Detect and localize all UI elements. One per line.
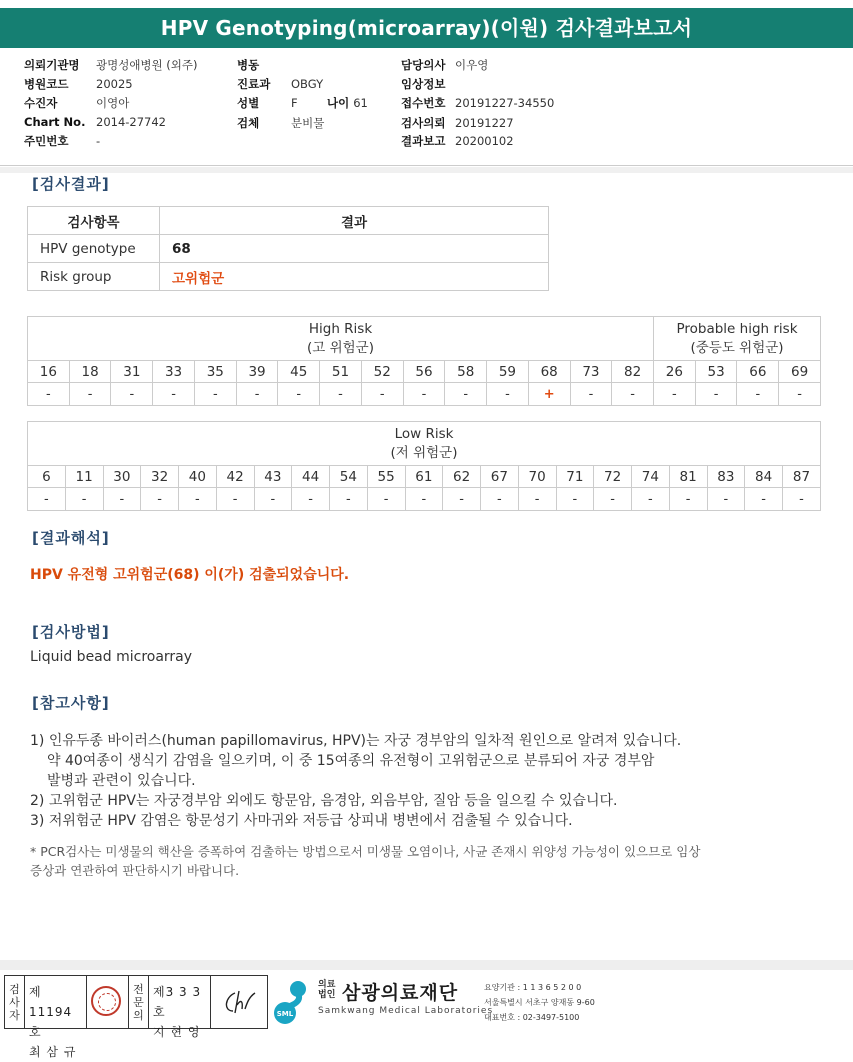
col-result-header: 결과	[160, 207, 549, 235]
group-label-en: High Risk	[308, 320, 373, 337]
genotype-number: 70	[518, 466, 556, 488]
row-result: 68	[160, 235, 549, 263]
genotype-result: -	[194, 383, 236, 406]
genotype-result: -	[556, 488, 594, 511]
report-title: HPV Genotyping(microarray)(이원) 검사결과보고서	[0, 8, 853, 48]
genotype-result: -	[28, 383, 70, 406]
group-label-ko: (고 위험군)	[307, 339, 374, 356]
genotype-result: -	[216, 488, 254, 511]
group-label-ko: (중등도 위험군)	[690, 339, 784, 356]
genotype-number: 71	[556, 466, 594, 488]
group-label-ko: (저 위험군)	[390, 444, 458, 461]
pcr-note	[30, 842, 820, 880]
header-field	[24, 57, 198, 73]
table-row	[28, 263, 549, 291]
genotype-result: -	[707, 488, 745, 511]
genotype-result: -	[367, 488, 405, 511]
genotype-result: -	[745, 488, 783, 511]
genotype-result: -	[612, 383, 654, 406]
genotype-result: +	[528, 383, 570, 406]
genotype-number: 53	[695, 361, 737, 383]
field-value: F	[291, 96, 298, 110]
genotype-number: 42	[216, 466, 254, 488]
header-field	[237, 95, 298, 111]
probable-risk-header	[654, 317, 821, 361]
field-value: 이영아	[96, 96, 130, 110]
field-label: 임상정보	[401, 77, 446, 91]
genotype-result: -	[141, 488, 179, 511]
section-interpretation-title: [결과해석]	[32, 529, 110, 547]
genotype-number: 40	[179, 466, 217, 488]
genotype-number: 69	[779, 361, 821, 383]
field-value: 이우영	[455, 58, 489, 72]
genotype-number: 61	[405, 466, 443, 488]
signature-cell	[211, 976, 267, 1028]
genotype-number: 16	[28, 361, 70, 383]
genotype-number: 35	[194, 361, 236, 383]
table-row	[28, 235, 549, 263]
genotype-number: 73	[570, 361, 612, 383]
sml-logo-icon	[272, 976, 312, 1026]
method-text: Liquid bead microarray	[30, 649, 193, 665]
genotype-result: -	[570, 383, 612, 406]
header-field	[401, 133, 514, 149]
genotype-number: 6	[28, 466, 66, 488]
genotype-result: -	[28, 488, 66, 511]
genotype-number: 82	[612, 361, 654, 383]
header-field	[237, 76, 323, 92]
genotype-result: -	[292, 488, 330, 511]
interpretation-text: HPV 유전형 고위험군(68) 이(가) 검출되었습니다.	[30, 567, 350, 583]
genotype-result: -	[254, 488, 292, 511]
tester-name: 최 삼 규	[29, 1045, 77, 1059]
header-field	[24, 95, 129, 111]
group-label-en: Low Risk	[394, 425, 454, 442]
genotype-number: 44	[292, 466, 330, 488]
genotype-number: 55	[367, 466, 405, 488]
official-seal-icon	[91, 986, 121, 1016]
genotype-number: 56	[403, 361, 445, 383]
field-label: 담당의사	[401, 58, 446, 72]
field-value: 광명성애병원 (외주)	[96, 58, 198, 72]
contact-line: 요양기관 : 1 1 3 6 5 2 0 0	[484, 983, 582, 992]
genotype-number: 18	[69, 361, 111, 383]
genotype-result: -	[405, 488, 443, 511]
low-risk-table	[27, 421, 821, 511]
field-label: 접수번호	[401, 96, 446, 110]
genotype-result: -	[594, 488, 632, 511]
genotype-result: -	[669, 488, 707, 511]
field-label: 진료과	[237, 77, 271, 91]
genotype-result: -	[65, 488, 103, 511]
doctor-label: 전 문 의	[129, 976, 149, 1028]
field-value: 20025	[96, 77, 133, 91]
genotype-number: 31	[111, 361, 153, 383]
header-field	[237, 115, 324, 131]
genotype-number: 33	[153, 361, 195, 383]
genotype-number: 66	[737, 361, 779, 383]
genotype-number: 87	[783, 466, 821, 488]
genotype-result: -	[153, 383, 195, 406]
header-field	[401, 95, 554, 111]
signature-box	[4, 975, 268, 1059]
doctor-license: 제3 3 3 호	[153, 985, 202, 1019]
genotype-number: 30	[103, 466, 141, 488]
field-label: 의뢰기관명	[24, 58, 80, 72]
header-field	[401, 57, 488, 73]
logo-text: SML	[276, 1010, 294, 1018]
contact-line: 서울특별시 서초구 양재동 9-60	[484, 998, 595, 1007]
field-label: 성별	[237, 96, 260, 110]
genotype-number: 59	[487, 361, 529, 383]
genotype-result: -	[179, 488, 217, 511]
genotype-number: 67	[481, 466, 519, 488]
section-reference-title: [참고사항]	[32, 694, 110, 712]
reference-item: 2) 고위험군 HPV는 자궁경부암 외에도 항문암, 음경암, 외음부암, 질암 등을 일으킬 수 있습니다.	[30, 793, 618, 809]
group-label-en: Probable high risk	[676, 320, 798, 337]
field-label: 주민번호	[24, 134, 69, 148]
row-item: Risk group	[28, 263, 160, 291]
genotype-result: -	[632, 488, 670, 511]
field-label: Chart No.	[24, 115, 86, 129]
reference-item: 3) 저위험군 HPV 감염은 항문성기 사마귀와 저등급 상피내 병변에서 검출될 수 있습니다.	[30, 813, 573, 829]
genotype-result: -	[236, 383, 278, 406]
genotype-result: -	[443, 488, 481, 511]
tester-license: 제11194호	[29, 985, 73, 1039]
footer-divider	[0, 960, 853, 970]
header-field	[401, 115, 514, 131]
genotype-number: 74	[632, 466, 670, 488]
genotype-number: 54	[330, 466, 368, 488]
genotype-number: 11	[65, 466, 103, 488]
header-field	[237, 57, 291, 73]
reference-list	[30, 731, 681, 831]
genotype-result: -	[103, 488, 141, 511]
tester-label: 검 사 자	[5, 976, 25, 1028]
field-label: 수진자	[24, 96, 58, 110]
genotype-number: 84	[745, 466, 783, 488]
genotype-result: -	[69, 383, 111, 406]
genotype-number: 51	[320, 361, 362, 383]
reference-item: 약 40여종이 생식기 감염을 일으키며, 이 중 15여종의 유전형이 고위험군으로 분류되어 자궁 경부암	[47, 753, 655, 769]
reference-item: 1) 인유두종 바이러스(human papillomavirus, HPV)는 자궁 경부암의 일차적 원인으로 알려져 있습니다.	[30, 733, 682, 749]
genotype-number: 52	[361, 361, 403, 383]
section-method-title: [검사방법]	[32, 623, 110, 641]
genotype-result: -	[403, 383, 445, 406]
high-risk-header	[28, 317, 654, 361]
note-line: 증상과 연관하여 판단하시기 바랍니다.	[30, 863, 240, 878]
genotype-result: -	[518, 488, 556, 511]
field-value: OBGY	[291, 77, 324, 91]
org-name: 삼광의료재단	[342, 982, 459, 1004]
row-item: HPV genotype	[28, 235, 160, 263]
field-label: 병원코드	[24, 77, 69, 91]
col-item-header: 검사항목	[28, 207, 160, 235]
field-label: 결과보고	[401, 134, 446, 148]
org-contact	[484, 980, 595, 1025]
field-value: 20191227-34550	[455, 96, 555, 110]
header-field	[401, 76, 455, 92]
genotype-result: -	[737, 383, 779, 406]
tester-info	[25, 976, 87, 1059]
field-value: 분비물	[291, 116, 325, 130]
contact-line: 대표번호 : 02-3497-5100	[484, 1013, 580, 1022]
handwritten-signature-icon	[221, 987, 257, 1017]
org-kind: 의료 법인	[318, 980, 336, 1000]
genotype-number: 39	[236, 361, 278, 383]
genotype-result: -	[481, 488, 519, 511]
high-risk-table	[27, 316, 821, 406]
seal-cell	[87, 976, 129, 1028]
field-label: 검사의뢰	[401, 116, 446, 130]
genotype-result: -	[278, 383, 320, 406]
field-label: 병동	[237, 58, 260, 72]
header-field	[24, 133, 100, 149]
genotype-number: 45	[278, 361, 320, 383]
doctor-name: 지 현 영	[153, 1025, 201, 1039]
field-value: 20200102	[455, 134, 514, 148]
genotype-number: 26	[654, 361, 696, 383]
genotype-number: 72	[594, 466, 632, 488]
row-result: 고위험군	[160, 263, 549, 291]
field-label: 검체	[237, 116, 260, 130]
age-field: 나이 61	[327, 96, 368, 110]
reference-item: 발병과 관련이 있습니다.	[47, 773, 196, 789]
genotype-result: -	[695, 383, 737, 406]
field-value: 2014-27742	[96, 115, 166, 129]
org-english-name: Samkwang Medical Laboratories	[318, 1006, 494, 1016]
genotype-result: -	[779, 383, 821, 406]
patient-header	[0, 48, 853, 166]
genotype-number: 83	[707, 466, 745, 488]
doctor-info	[149, 976, 211, 1039]
genotype-result: -	[487, 383, 529, 406]
field-value: 20191227	[455, 116, 514, 130]
genotype-result: -	[654, 383, 696, 406]
genotype-result: -	[361, 383, 403, 406]
genotype-number: 62	[443, 466, 481, 488]
header-field	[24, 115, 166, 129]
header-field	[24, 76, 133, 92]
genotype-number: 43	[254, 466, 292, 488]
genotype-result: -	[445, 383, 487, 406]
genotype-number: 81	[669, 466, 707, 488]
divider	[0, 167, 853, 173]
result-table	[27, 206, 549, 291]
genotype-number: 58	[445, 361, 487, 383]
genotype-result: -	[330, 488, 368, 511]
section-result-title: [검사결과]	[32, 175, 110, 193]
note-line: * PCR검사는 미생물의 핵산을 증폭하여 검출하는 방법으로서 미생물 오염이나, 사균 존재시 위양성 가능성이 있으므로 임상	[30, 844, 701, 859]
genotype-result: -	[783, 488, 821, 511]
genotype-number: 68	[528, 361, 570, 383]
genotype-result: -	[111, 383, 153, 406]
genotype-number: 32	[141, 466, 179, 488]
genotype-result: -	[320, 383, 362, 406]
low-risk-header	[28, 422, 821, 466]
field-value: -	[96, 134, 101, 148]
